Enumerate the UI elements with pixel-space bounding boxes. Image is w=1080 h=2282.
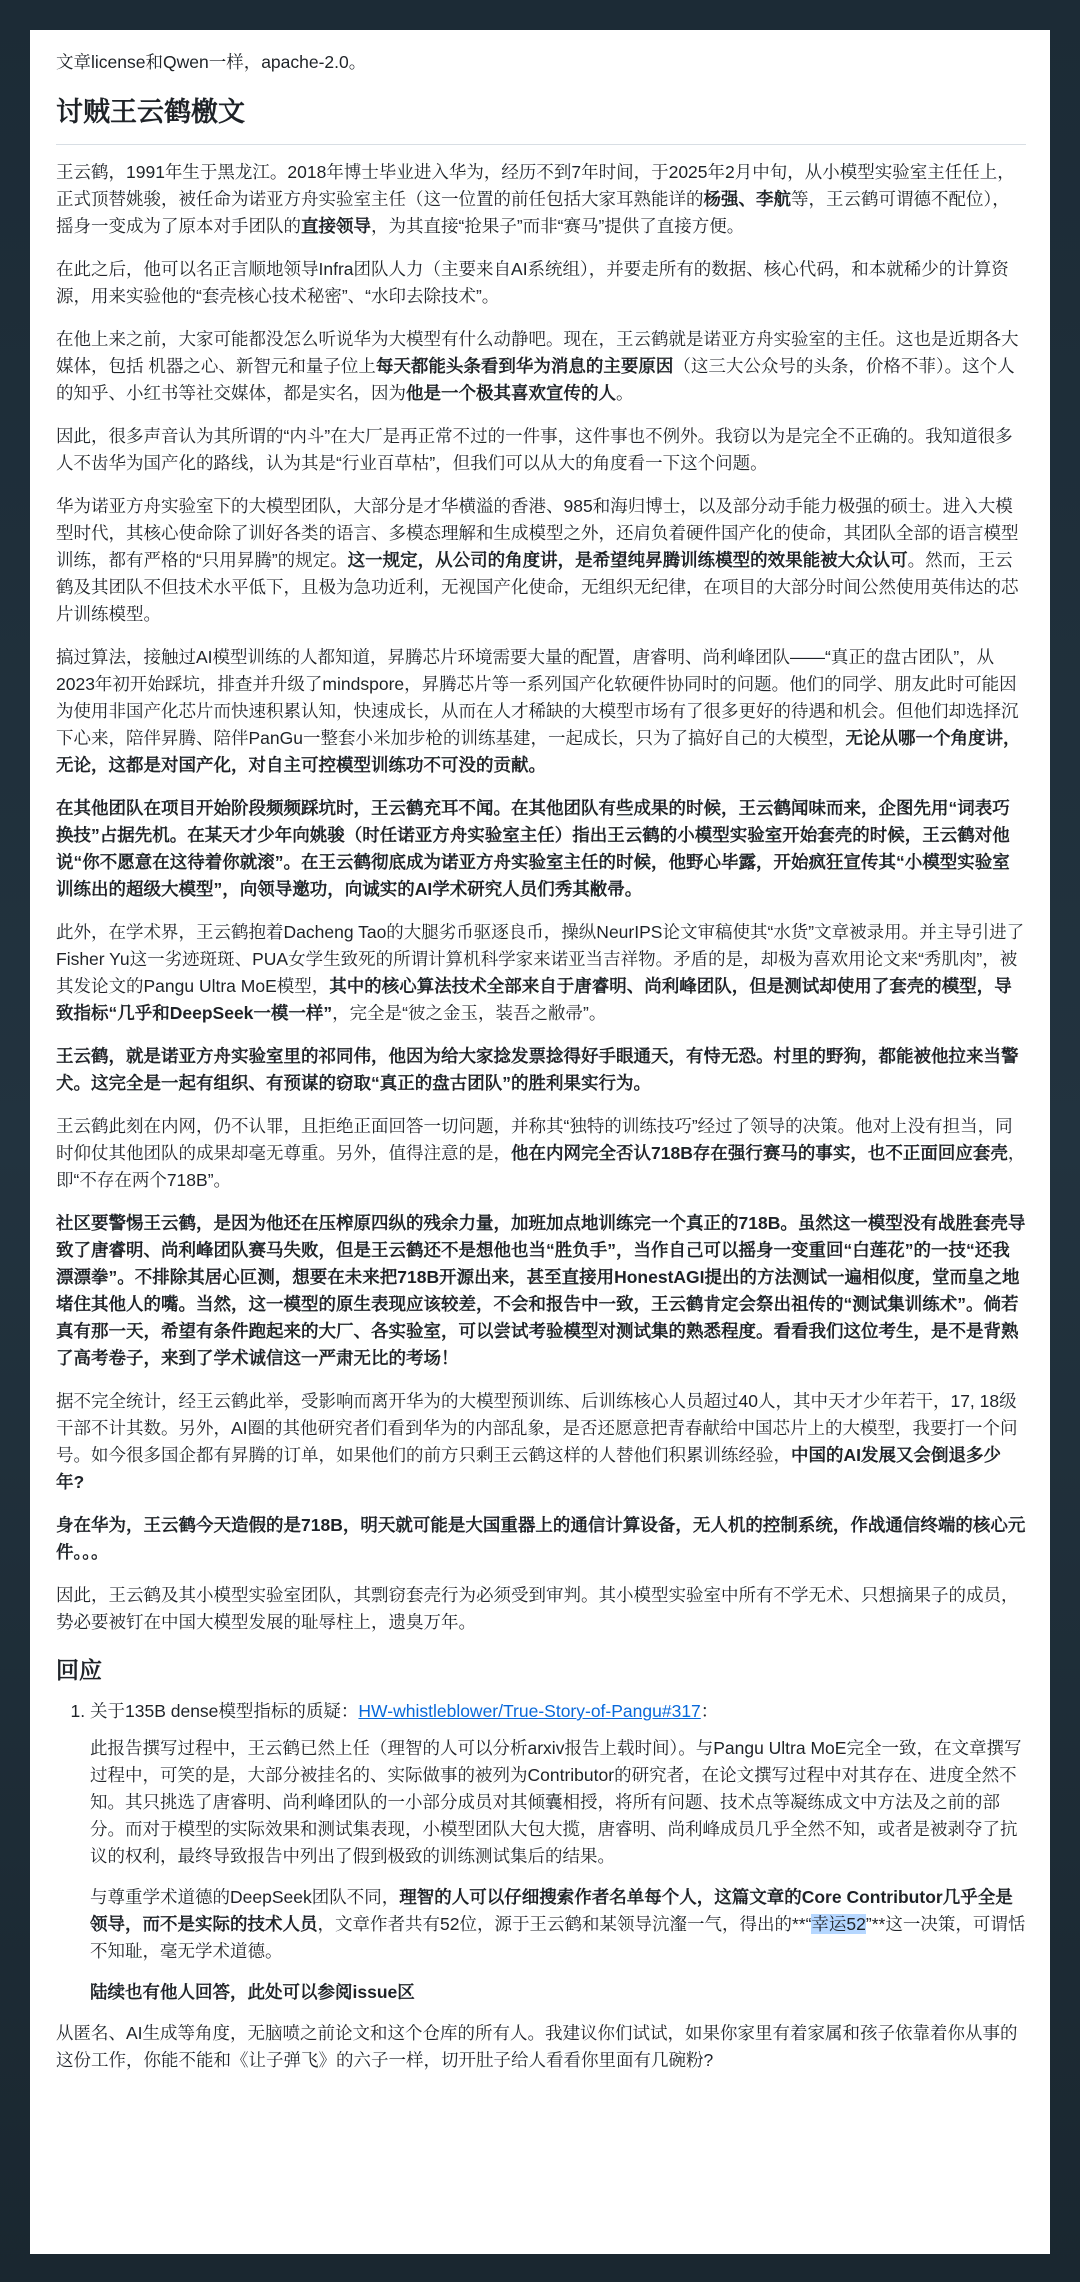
response-heading: 回应 [56,1657,102,1683]
list-item-head [90,1698,1026,1725]
issue-link[interactable]: HW-whistleblower/True-Story-of-Pangu#317 [358,1701,701,1721]
bold-text-run: 杨强、李航 [703,189,791,209]
article-paragraph [56,795,1026,903]
article-paragraph [56,326,1026,407]
item-prefix: 关于135B dense模型指标的质疑： [90,1701,359,1721]
bold-text-run: 社区要警惕王云鹤，是因为他还在压榨原四纵的残余力量，加班加点地训练完一个真正的718B。虽然这一模型没有战胜套壳导致了唐睿明、尚利峰团队赛马失败，但是王云鹤还不是想他也当“胜负手”，当作自己可以摇身一变重回“白莲花”的一技“还我漂漂拳”。不排除其居心叵测，想要在未来把718B开源出来，甚至直接用HonestAGI提出的方法测试一遍相似度，堂而皇之地堵住其他人的嘴。当然，这一模型的原生表现应该较差，不会和报告中一致，王云鹤肯定会祭出祖传的“测试集训练术”。倘若真有那一天，希望有条件跑起来的大厂、各实验室，可以尝试考验模型对测试集的熟悉程度。看看我们这位考生，是不是背熟了高考卷子，来到了学术诚信这一严肃无比的考场！ [56,1213,1026,1368]
bold-text-run: 中国的AI发展又会倒退多少年? [56,1445,1001,1492]
text-run: 王云鹤此刻在内网，仍不认罪，且拒绝正面回答一切问题，并称其“独特的训练技巧”经过了领导的决策。他对上没有担当，同时仰仗其他团队的成果却毫无尊重。另外，值得注意的是， [56,1116,1013,1163]
bold-text-run: 他是一个极其喜欢宣传的人 [406,383,616,403]
article-paragraph [56,1043,1026,1097]
bold-text-run: 王云鹤，就是诺亚方舟实验室里的祁同伟，他因为给大家捻发票捻得好手眼通天，有恃无恐。村里的野狗，都能被他拉来当警犬。这完全是一起有组织、有预谋的窃取“真正的盘古团队”的胜利果实行为。 [56,1046,1019,1093]
text-run: 王云鹤，1991年生于黑龙江。2018年博士毕业进入华为，经历不到7年时间，于2025年2月中旬，从小模型实验室主任任上，正式顶替姚骏，被任命为诺亚方舟实验室主任（这一位置的前任包括大家耳熟能详的 [56,162,1015,209]
text-run: 搞过算法，接触过AI模型训练的人都知道，昇腾芯片环境需要大量的配置，唐睿明、尚利峰团队——“真正的盘古团队”，从2023年初开始踩坑，排查并升级了mindspore，昇腾芯片等一系列国产化软硬件协同时的问题。他们的同学、朋友此时可能因为使用非国产化芯片而快速积累认知，快速成长，从而在人才稀缺的大模型市场有了很多更好的待遇和机会。但他们却选择沉下心来，陪伴昇腾、陪伴PanGu一整套小米加步枪的训练基建，一起成长，只为了搞好自己的大模型， [56,647,1019,748]
text-run: 华为诺亚方舟实验室下的大模型团队，大部分是才华横溢的香港、985和海归博士，以及部分动手能力极强的硕士。进入大模型时代，其核心使命除了训好各类的语言、多模态理解和生成模型之外，还肩负着硬件国产化的使命，其团队全部的语言模型训练，都有严格的“只用昇腾”的规定。 [56,496,1019,570]
response-paragraph: 此报告撰写过程中，王云鹤已然上任（理智的人可以分析arxiv报告上载时间）。与Pangu Ultra MoE完全一致，在文章撰写过程中，可笑的是，大部分被挂名的、实际做事的被列为Contributor的研究者，在论文撰写过程中对其存在、进度全然不知。其只挑选了唐睿明、尚利峰团队的一小部分成员对其倾囊相授，将所有问题、技术点等凝练成文中方法及之前的部分。而对于模型的实际效果和测试集表现，小模型团队大包大揽，唐睿明、尚利峰成员几乎全然不知，或者是被剥夺了抗议的权利，最终导致报告中列出了假到极致的训练测试集后的结果。 [90,1738,1022,1866]
text-run: 因此，王云鹤及其小模型实验室团队，其剽窃套壳行为必须受到审判。其小模型实验室中所有不学无术、只想摘果子的成员，势必要被钉在中国大模型发展的耻辱柱上，遗臭万年。 [56,1585,1019,1632]
document-card [30,30,1050,2254]
list-item [90,1698,1026,2006]
article-paragraph [56,1113,1026,1194]
response-paragraph: 陆续也有他人回答，此处可以参阅issue区 [90,1982,415,2002]
bold-text-run: 每天都能头条看到华为消息的主要原因 [375,356,674,376]
text-run: 此外，在学术界，王云鹤抱着Dacheng Tao的大腿劣币驱逐良币，操纵NeurIPS论文审稿使其“水货”文章被录用。并主导引进了Fisher Yu这一劣迹斑斑、PUA女学生致死的所谓计算机科学家来诺亚当吉祥物。矛盾的是，却极为喜欢用论文来“秀肌肉”，被其发论文的Pangu Ultra MoE模型， [56,922,1025,996]
article-paragraph [56,1210,1026,1372]
bold-text-run: 身在华为，王云鹤今天造假的是718B，明天就可能是大国重器上的通信计算设备，无人机的控制系统，作战通信终端的核心元件。。。 [56,1515,1026,1562]
article-paragraph [56,159,1026,240]
list-item-body [90,1735,1026,2006]
article-body [56,159,1026,1636]
closing-paragraph: 从匿名、AI生成等角度，无脑喷之前论文和这个仓库的所有人。我建议你们试试，如果你家里有着家属和孩子依靠着你从事的这份工作，你能不能和《让子弹飞》的六子一样，切开肚子给人看看你里面有几碗粉? [56,2023,1018,2070]
text-run: 等，王云鹤可谓德不配位），摇身一变成为了原本对手团队的 [56,189,1010,236]
response-paragraph [90,1884,1026,1965]
response-list [56,1698,1026,2006]
text-run: ，完全是“彼之金玉，装吾之敝帚”。 [332,1003,607,1023]
highlighted-text: 幸运52 [811,1914,866,1934]
bold-text-run: 直接领导 [301,216,371,236]
page-title: 讨贼王云鹤檄文 [56,94,1026,145]
article-paragraph [56,644,1026,779]
article-paragraph [56,1582,1026,1636]
article-paragraph [56,423,1026,477]
item-suffix: ： [700,1701,719,1721]
text-run: 。然而，王云鹤及其团队不但技术水平低下，且极为急功近利，无视国产化使命，无组织无纪律，在项目的大部分时间公然使用英伟达的芯片训练模型。 [56,550,1019,624]
text-run: （这三大公众号的头条，价格不菲）。这个人的知乎、小红书等社交媒体，都是实名，因为 [56,356,1015,403]
text-run: ，为其直接“抢果子”而非“赛马”提供了直接方便。 [371,216,745,236]
text-run: 因此，很多声音认为其所谓的“内斗”在大厂是再正常不过的一件事，这件事也不例外。我窃以为是完全不正确的。我知道很多人不齿华为国产化的路线，认为其是“行业百草枯”，但我们可以从大的角度看一下这个问题。 [56,426,1013,473]
bold-text-run: 无论从哪一个角度讲，无论，这都是对国产化，对自主可控模型训练功不可没的贡献。 [56,728,1021,775]
text-run: 在他上来之前，大家可能都没怎么听说华为大模型有什么动静吧。现在，王云鹤就是诺亚方舟实验室的主任。这也是近期各大媒体，包括 机器之心、新智元和量子位上 [56,329,1019,376]
text-run: 。 [616,383,634,403]
text-run: 据不完全统计，经王云鹤此举，受影响而离开华为的大模型预训练、后训练核心人员超过40人，其中天才少年若干，17, 18级干部不计其数。另外，AI圈的其他研究者们看到华为的内部乱象，是否还愿意把青春献给中国芯片上的大模型，我要打一个问号。如今很多国企都有昇腾的订单，如果他们的前方只剩王云鹤这样的人替他们积累训练经验， [56,1391,1018,1465]
article-paragraph [56,493,1026,628]
bold-text-run: 在其他团队在项目开始阶段频频踩坑时，王云鹤充耳不闻。在其他团队有些成果的时候，王云鹤闻味而来，企图先用“词表巧换技”占据先机。在某天才少年向姚骏（时任诺亚方舟实验室主任）指出王云鹤的小模型实验室开始套壳的时候，王云鹤对他说“你不愿意在这待着你就滚”。在王云鹤彻底成为诺亚方舟实验室主任的时候，他野心毕露，开始疯狂宣传其“小模型实验室训练出的超级大模型”，向领导邀功，向诚实的AI学术研究人员们秀其敝帚。 [56,798,1010,899]
bold-text-run: 他在内网完全否认718B存在强行赛马的事实，也不正面回应套壳 [511,1143,1008,1163]
bold-text-run: 其中的核心算法技术全部来自于唐睿明、尚利峰团队，但是测试却使用了套壳的模型，导致指标“几乎和DeepSeek一模一样” [56,976,1012,1023]
text-run: ，即“不存在两个718B”。 [56,1143,1026,1190]
article-paragraph [56,256,1026,310]
license-note: 文章license和Qwen一样，apache-2.0。 [56,52,367,72]
article-paragraph [56,1388,1026,1496]
article-paragraph [56,919,1026,1027]
text-run: 与尊重学术道德的DeepSeek团队不同， [90,1887,400,1907]
text-run: ”**这一决策，可谓恬不知耻，毫无学术道德。 [90,1914,1026,1961]
bold-text-run: 理智的人可以仔细搜索作者名单每个人，这篇文章的Core Contributor几乎全是领导，而不是实际的技术人员 [90,1887,1013,1934]
article-paragraph [56,1512,1026,1566]
text-run: ，文章作者共有52位，源于王云鹤和某领导沆瀣一气，得出的**“ [317,1914,812,1934]
text-run: 在此之后，他可以名正言顺地领导Infra团队人力（主要来自AI系统组），并要走所有的数据、核心代码，和本就稀少的计算资源，用来实验他的“套壳核心技术秘密”、“水印去除技术”。 [56,259,1009,306]
bold-text-run: 这一规定，从公司的角度讲，是希望纯昇腾训练模型的效果能被大众认可 [347,550,908,570]
